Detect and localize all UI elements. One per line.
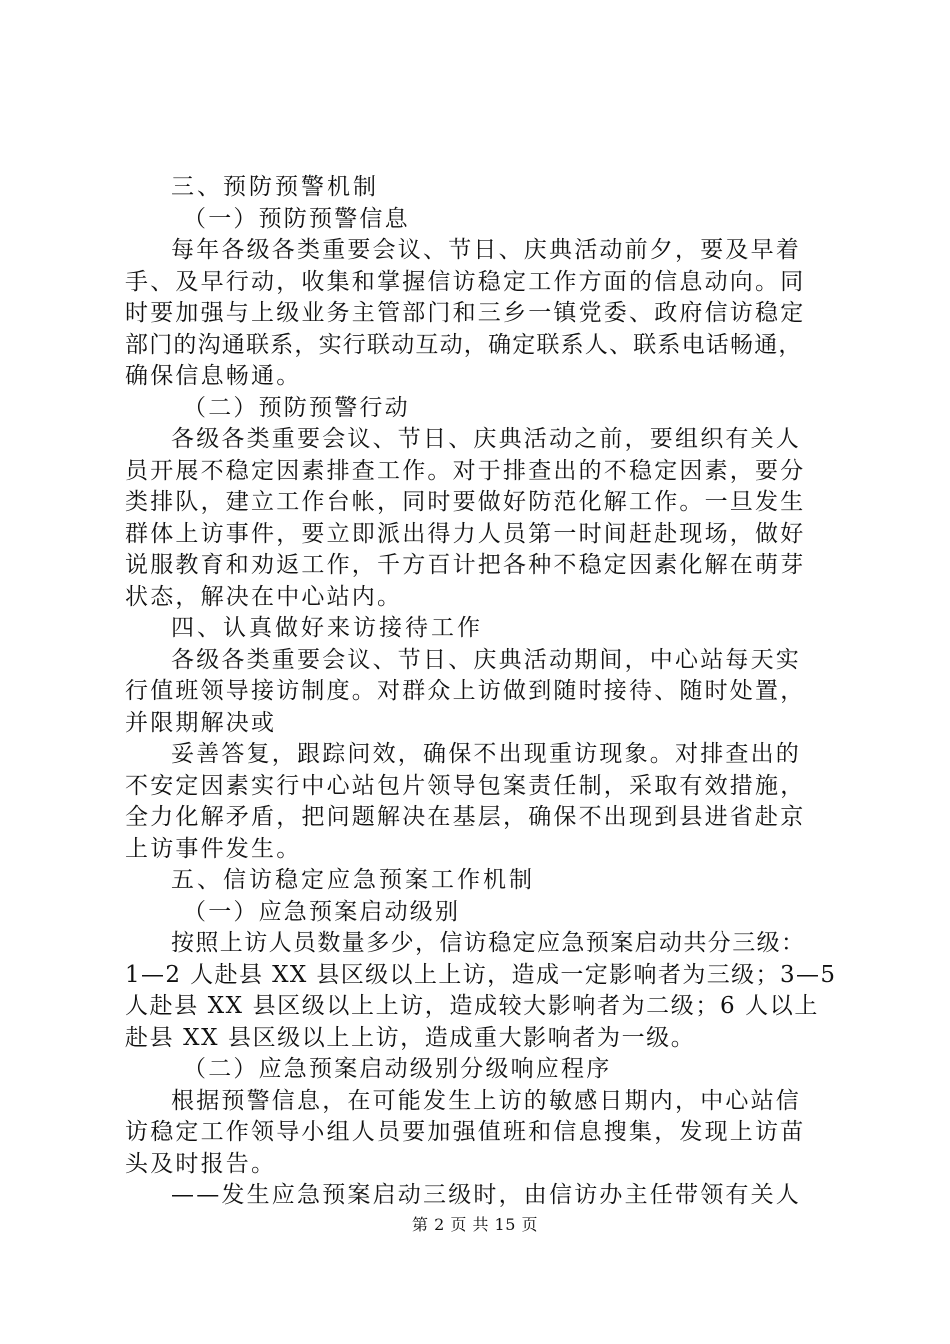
paragraph-line: 根据预警信息，在可能发生上访的敏感日期内，中心站信: [171, 1087, 801, 1114]
paragraph-line: 行值班领导接访制度。对群众上访做到随时接待、随时处置，: [125, 678, 806, 704]
paragraph-line: 状态，解决在中心站内。: [125, 583, 403, 610]
paragraph-line: 并限期解决或: [125, 709, 277, 736]
paragraph-line: 访稳定工作领导小组人员要加强值班和信息搜集，发现上访苗: [125, 1119, 806, 1145]
paragraph-line: 头及时报告。: [125, 1150, 277, 1177]
subsection-heading: （一）预防预警信息: [183, 205, 410, 232]
document-body: [125, 172, 840, 1212]
paragraph-line: 1—2 人赴县 XX 县区级以上上访，造成一定影响者为三级；3—5: [125, 961, 837, 988]
paragraph-line: 各级各类重要会议、节日、庆典活动期间，中心站每天实: [171, 646, 801, 673]
paragraph-line: 各级各类重要会议、节日、庆典活动之前，要组织有关人: [171, 426, 801, 452]
subsection-heading: （一）应急预案启动级别: [183, 898, 461, 925]
paragraph-line: 类排队，建立工作台帐，同时要做好防范化解工作。一旦发生: [125, 489, 806, 515]
paragraph-line: 不安定因素实行中心站包片领导包案责任制，采取有效措施，: [125, 772, 806, 799]
section-heading: 五、信访稳定应急预案工作机制: [171, 867, 535, 893]
paragraph-line: 全力化解矛盾，把问题解决在基层，确保不出现到县进省赴京: [125, 804, 806, 830]
page-number-footer: 第 2 页 共 15 页: [412, 1215, 538, 1234]
paragraph-line: 上访事件发生。: [125, 835, 302, 862]
paragraph-line: 按照上访人员数量多少，信访稳定应急预案启动共分三级：: [171, 930, 806, 956]
paragraph-line: 赴县 XX 县区级以上上访，造成重大影响者为一级。: [125, 1024, 696, 1051]
paragraph-line: 员开展不稳定因素排查工作。对于排查出的不稳定因素，要分: [125, 457, 806, 484]
paragraph-line: 说服教育和劝返工作，千方百计把各种不稳定因素化解在萌芽: [125, 552, 806, 578]
section-heading: 四、认真做好来访接待工作: [171, 615, 483, 641]
paragraph-line: 群体上访事件，要立即派出得力人员第一时间赶赴现场，做好: [125, 520, 806, 547]
section-heading: 三、预防预警机制: [171, 174, 379, 200]
paragraph-line: 确保信息畅通。: [125, 363, 302, 389]
paragraph-line: 妥善答复，跟踪问效，确保不出现重访现象。对排查出的: [171, 741, 801, 767]
paragraph-line: 手、及早行动，收集和掌握信访稳定工作方面的信息动向。同: [125, 268, 806, 295]
paragraph-line: ——发生应急预案启动三级时，由信访办主任带领有关人: [171, 1182, 801, 1208]
paragraph-line: 每年各级各类重要会议、节日、庆典活动前夕，要及早着: [171, 237, 801, 263]
paragraph-line: 部门的沟通联系，实行联动互动，确定联系人、联系电话畅通，: [125, 331, 803, 358]
subsection-heading: （二）预防预警行动: [183, 394, 410, 421]
subsection-heading: （二）应急预案启动级别分级响应程序: [183, 1056, 612, 1082]
paragraph-line: 时要加强与上级业务主管部门和三乡一镇党委、政府信访稳定: [125, 300, 806, 326]
paragraph-line: 人赴县 XX 县区级以上上访，造成较大影响者为二级；6 人以上: [125, 993, 819, 1019]
